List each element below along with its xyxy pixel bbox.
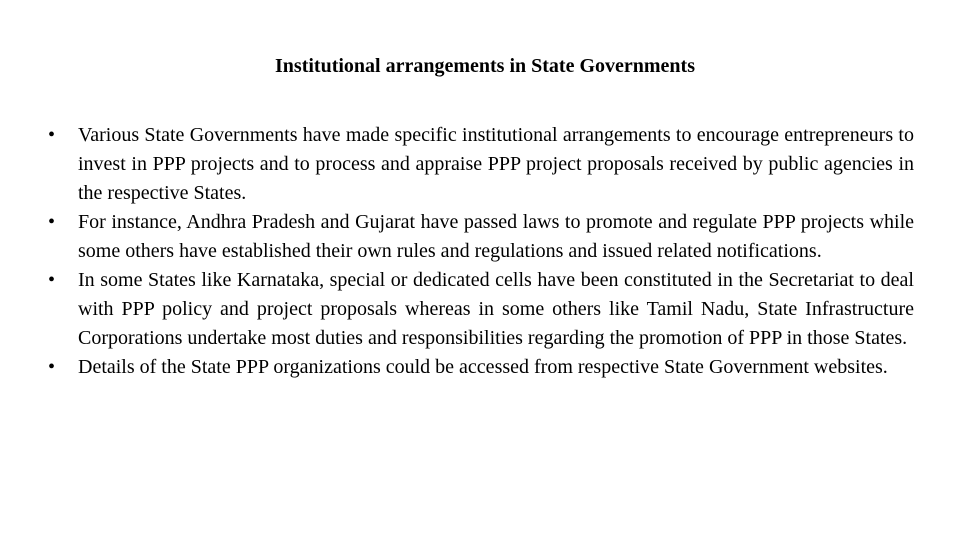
bullet-item: • In some States like Karnataka, special or dedicated cells have been constituted in the Secretariat to deal with PPP policy and project proposals whereas in some others like Tamil Nadu, State Infrastructure Corporations undertake most duties and responsibilities regarding the promotion of PPP in those States.	[46, 266, 914, 353]
bullet-item: • For instance, Andhra Pradesh and Gujarat have passed laws to promote and regulate PPP projects while some others have established their own rules and regulations and issued related notifications.	[46, 208, 914, 266]
bullet-list	[46, 121, 914, 382]
slide-title: Institutional arrangements in State Governments	[275, 55, 695, 77]
bullet-item: • Details of the State PPP organizations could be accessed from respective State Government websites.	[46, 353, 914, 382]
bullet-item: • Various State Governments have made specific institutional arrangements to encourage entrepreneurs to invest in PPP projects and to process and appraise PPP project proposals received by public agencies in the respective States.	[46, 121, 914, 208]
